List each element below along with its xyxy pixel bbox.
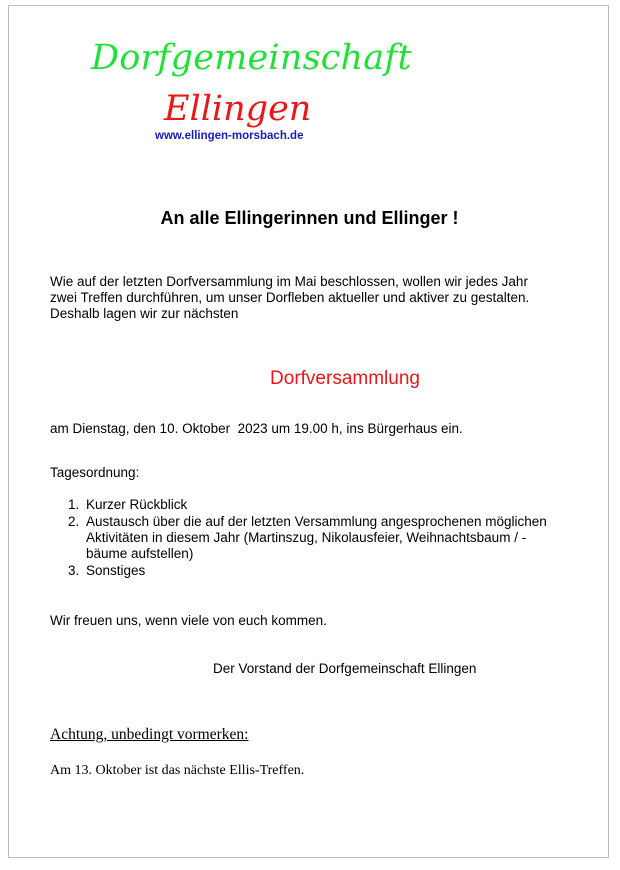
website-link[interactable]: www.ellingen-morsbach.de (155, 130, 304, 142)
agenda-item (50, 514, 580, 562)
logo-title-line1: Dorfgemeinschaft (91, 38, 412, 78)
agenda-item-number: 2. (68, 514, 80, 529)
agenda-item-text: Sonstiges (86, 563, 146, 578)
agenda-label: Tagesordnung: (50, 465, 140, 480)
agenda-item-number: 3. (68, 563, 80, 578)
intro-line-2: zwei Treffen durchführen, um unser Dorfleben aktueller und aktiver zu gestalten. (50, 290, 530, 305)
agenda-list (50, 497, 580, 580)
intro-line-3: Deshalb lagen wir zur nächsten (50, 306, 239, 321)
notice-text: Am 13. Oktober ist das nächste Ellis-Treffen. (50, 763, 305, 778)
agenda-item-text: bäume aufstellen) (86, 546, 194, 561)
agenda-item (50, 563, 580, 579)
closing-text: Wir freuen uns, wenn viele von euch kommen. (50, 613, 327, 628)
agenda-item-text: Austausch über die auf der letzten Versammlung angesprochenen möglichen (86, 514, 547, 529)
intro-paragraph (50, 274, 570, 322)
agenda-item (50, 497, 580, 513)
event-title: Dorfversammlung (270, 368, 420, 389)
agenda-item-text: Aktivitäten in diesem Jahr (Martinszug, Nikolausfeier, Weihnachtsbaum / - (86, 530, 527, 545)
event-details: am Dienstag, den 10. Oktober 2023 um 19.00 h, ins Bürgerhaus ein. (50, 421, 463, 436)
signature: Der Vorstand der Dorfgemeinschaft Ellingen (213, 661, 477, 676)
logo-title-line2: Ellingen (164, 89, 312, 129)
agenda-item-text: Kurzer Rückblick (86, 497, 188, 512)
notice-heading: Achtung, unbedingt vormerken: (50, 726, 249, 743)
intro-line-1: Wie auf der letzten Dorfversammlung im Mai beschlossen, wollen wir jedes Jahr (50, 274, 528, 289)
document-page (8, 5, 609, 858)
agenda-item-number: 1. (68, 497, 80, 512)
page-heading: An alle Ellingerinnen und Ellinger ! (160, 208, 459, 228)
